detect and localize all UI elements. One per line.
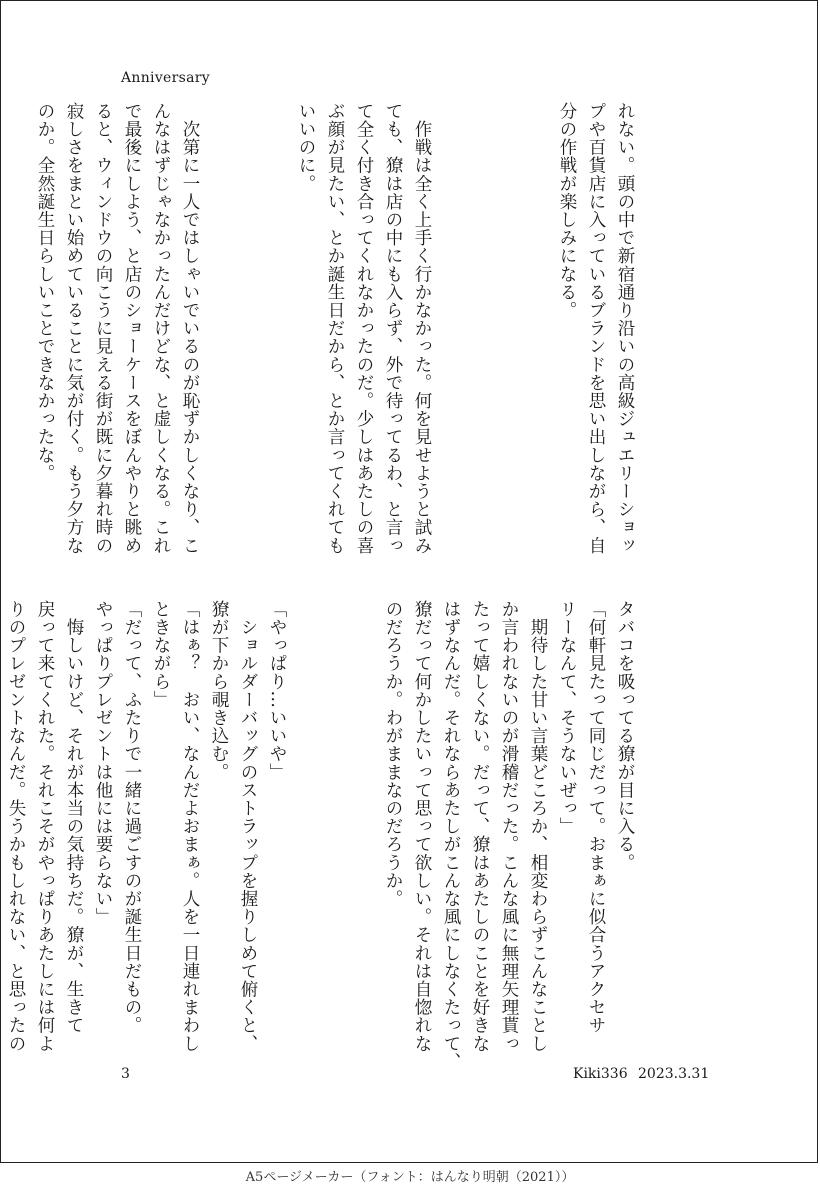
author-name: Kiki336 bbox=[573, 1066, 628, 1082]
paragraph: 「やっぱり…いいや」 ショルダーバッグのストラップを握りしめて俯くと、 獠が下から覗き込む。 「はぁ？ おい、なんだよおまぁ。人を一日連れまわし ときながら」 「だって、ふたりで一緒に過ごすのが誕生日だもの。 やっぱりプレゼントは他には要らない」 悔しいけど、それが本当の気持ちだ。獠が、生きて 戻って来てくれた。それこそがやっぱりあたしには何よ りのプレゼントなんだ。失うかもしれない、と思ったの bbox=[6, 600, 287, 1053]
paragraph: 次第に一人ではしゃいでいるのが恥ずかしくなり、こ んなはずじゃなかったんだけどな、と虚しくなる。これ で最後にしよう、と店のショーケースをぼんやりと眺め ると、ウィンドウの向こうに見える街が既に夕暮れ時の 寂しさをまとい始めていることに気が付く。もう夕方な のか。全然誕生日らしいことできなかったな。 bbox=[35, 102, 200, 555]
text-block-top bbox=[0, 102, 697, 557]
text-block-bottom bbox=[0, 600, 697, 1071]
footer-caption: A5ページメーカー（フォント：はんなり明朝（2021）） bbox=[245, 1170, 575, 1185]
paragraph: 作戦は全く上手く行かなかった。何を見せようと試み ても、獠は店の中にも入らず、外で待ってるわ、と言っ て全く付き合ってくれなかったのだ。少しはあたしの喜 ぶ顔が見たい、とか誕生日だから、とか言ってくれても いいのに。 bbox=[296, 102, 432, 555]
running-header-title: Anniversary bbox=[121, 70, 210, 86]
paragraph: れない。頭の中で新宿通り沿いの高級ジュエリーショッ プや百貨店に入っているブランドを思い出しながら、自 分の作戦が楽しみになる。 bbox=[557, 102, 635, 555]
paragraph: タバコを吸ってる獠が目に入る。 「何軒見たって同じだって。おまぁに似合うアクセサ リーなんて、そうないぜっ」 期待した甘い言葉どころか、相変わらずこんなことし か言われないのが滑稽だった。こんな風に無理矢理貰っ たって嬉しくない。だって、獠はあたしのことを好きな はずなんだ。それならあたしがこんな風にしなくたって、 獠だって何かしたいって思って欲しい。それは自惚れな のだろうか。わがままなのだろうか。 bbox=[383, 600, 635, 1071]
page-number: 3 bbox=[121, 1066, 130, 1082]
publication-date: 2023.3.31 bbox=[638, 1066, 710, 1082]
